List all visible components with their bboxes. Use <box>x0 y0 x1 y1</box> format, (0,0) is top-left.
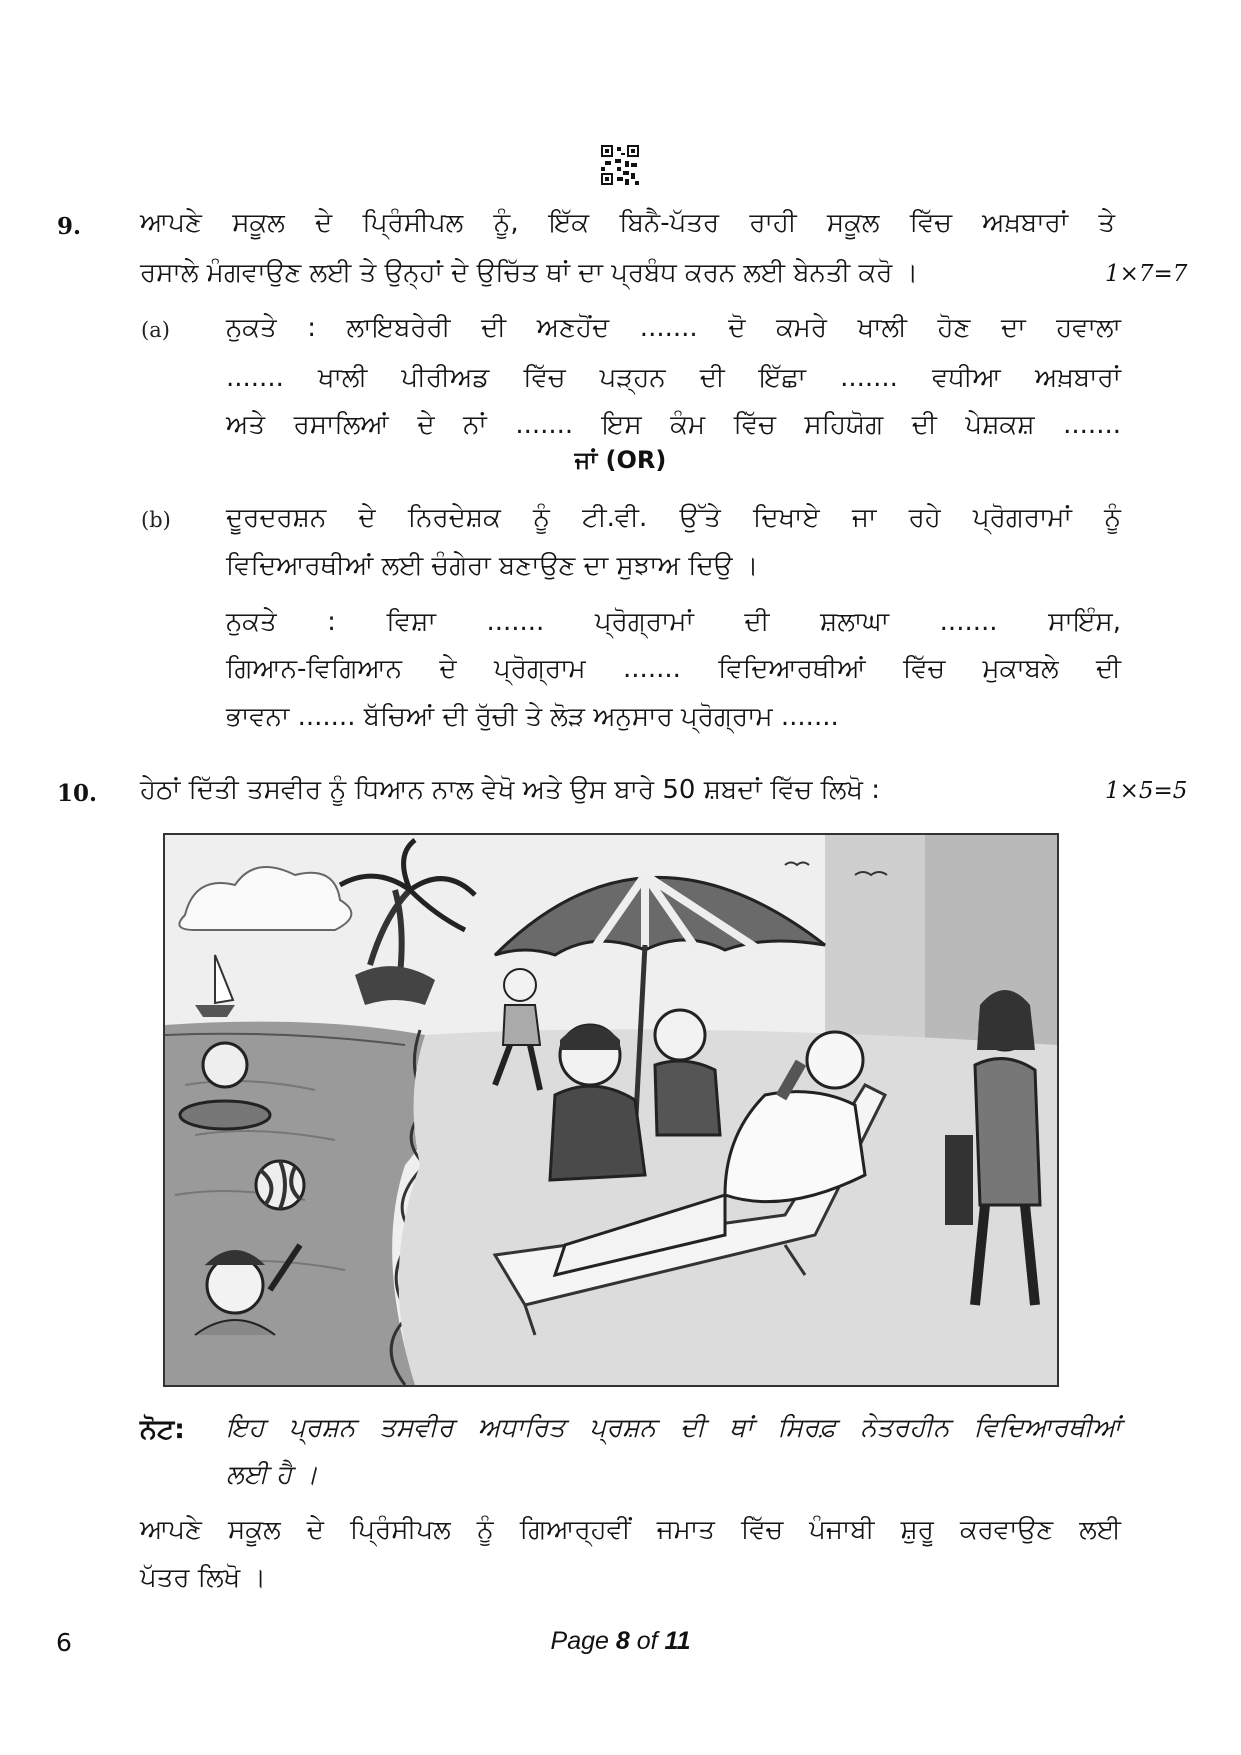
option-b-line-3: ਨੁਕਤੇ : ਵਿਸ਼ਾ ....... ਪ੍ਰੋਗ੍ਰਾਮਾਂ ਦੀ ਸ਼ਲਾਘਾ ....... ਸਾਇੰਸ, <box>226 607 1121 637</box>
footer-code: 6 <box>56 1628 72 1657</box>
alternate-question-line-2: ਪੱਤਰ ਲਿਖੋ । <box>140 1563 267 1593</box>
note-line-2: ਲਈ ਹੈ । <box>226 1460 318 1490</box>
option-b-line-1: ਦੂਰਦਰਸ਼ਨ ਦੇ ਨਿਰਦੇਸ਼ਕ ਨੂੰ ਟੀ.ਵੀ. ਉੱਤੇ ਦਿਖਾਏ ਜਾ ਰਹੇ ਪ੍ਰੋਗਰਾਮਾਂ ਨੂੰ <box>226 503 1121 533</box>
question-9-number: 9. <box>57 213 82 240</box>
beach-scene-picture <box>163 833 1059 1387</box>
alternate-question-line-1: ਆਪਣੇ ਸਕੂਲ ਦੇ ਪ੍ਰਿੰਸੀਪਲ ਨੂੰ ਗਿਆਰ੍ਹਵੀਂ ਜਮਾਤ ਵਿੱਚ ਪੰਜਾਬੀ ਸ਼ੁਰੂ ਕਰਵਾਉਣ ਲਈ <box>140 1515 1121 1545</box>
question-9-line-2: ਰਸਾਲੇ ਮੰਗਵਾਉਣ ਲਈ ਤੇ ਉਨ੍ਹਾਂ ਦੇ ਉਚਿੱਤ ਥਾਂ ਦਾ ਪ੍ਰਬੰਧ ਕਰਨ ਲਈ ਬੇਨਤੀ ਕਰੋ । <box>140 258 919 288</box>
page-indicator <box>0 1627 1241 1656</box>
page-total: 11 <box>664 1627 691 1655</box>
option-a-line-2: ....... ਖਾਲੀ ਪੀਰੀਅਡ ਵਿੱਚ ਪੜ੍ਹਨ ਦੀ ਇੱਛਾ ....... ਵਧੀਆ ਅਖ਼ਬਾਰਾਂ <box>226 363 1121 393</box>
question-9-line-1: ਆਪਣੇ ਸਕੂਲ ਦੇ ਪ੍ਰਿੰਸੀਪਲ ਨੂੰ, ਇੱਕ ਬਿਨੈ-ਪੱਤਰ ਰਾਹੀ ਸਕੂਲ ਵਿੱਚ ਅਖ਼ਬਾਰਾਂ ਤੇ <box>140 208 1115 238</box>
page-word: Page <box>550 1627 609 1655</box>
page-number: 8 <box>615 1627 630 1655</box>
of-word: of <box>636 1627 658 1655</box>
option-b-line-5: ਭਾਵਨਾ ....... ਬੱਚਿਆਂ ਦੀ ਰੁੱਚੀ ਤੇ ਲੋੜ ਅਨੁਸਾਰ ਪ੍ਰੋਗ੍ਰਾਮ ....... <box>226 702 839 732</box>
option-b-line-2: ਵਿਦਿਆਰਥੀਆਂ ਲਈ ਚੰਗੇਰਾ ਬਣਾਉਣ ਦਾ ਸੁਝਾਅ ਦਿਉ । <box>226 551 759 581</box>
option-a-line-1: ਨੁਕਤੇ : ਲਾਇਬਰੇਰੀ ਦੀ ਅਣਹੋਂਦ ....... ਦੋ ਕਮਰੇ ਖਾਲੀ ਹੋਣ ਦਾ ਹਵਾਲਾ <box>226 313 1121 343</box>
option-b-line-4: ਗਿਆਨ-ਵਿਗਿਆਨ ਦੇ ਪ੍ਰੋਗ੍ਰਾਮ ....... ਵਿਦਿਆਰਥੀਆਂ ਵਿੱਚ ਮੁਕਾਬਲੇ ਦੀ <box>226 654 1121 684</box>
option-a-line-3: ਅਤੇ ਰਸਾਲਿਆਂ ਦੇ ਨਾਂ ....... ਇਸ ਕੰਮ ਵਿੱਚ ਸਹਿਯੋਗ ਦੀ ਪੇਸ਼ਕਸ਼ ....... <box>226 410 1121 440</box>
qr-code-icon <box>601 145 639 185</box>
question-10-number: 10. <box>57 780 98 807</box>
option-a-label: (a) <box>141 318 170 342</box>
note-line-1: ਇਹ ਪ੍ਰਸ਼ਨ ਤਸਵੀਰ ਅਧਾਰਿਤ ਪ੍ਰਸ਼ਨ ਦੀ ਥਾਂ ਸਿਰਫ਼ ਨੇਤਰਹੀਨ ਵਿਦਿਆਰਥੀਆਂ <box>226 1413 1121 1443</box>
question-10-line-1: ਹੇਠਾਂ ਦਿੱਤੀ ਤਸਵੀਰ ਨੂੰ ਧਿਆਨ ਨਾਲ ਵੇਖੋ ਅਤੇ ਉਸ ਬਾਰੇ 50 ਸ਼ਬਦਾਂ ਵਿੱਚ ਲਿਖੋ : <box>140 775 881 805</box>
question-10-marks: 1×5=5 <box>1105 778 1188 804</box>
option-b-label: (b) <box>141 508 171 532</box>
question-9-marks: 1×7=7 <box>1105 261 1188 287</box>
or-separator: ਜਾਂ (OR) <box>574 446 667 474</box>
note-label: ਨੋਟ: <box>140 1414 185 1445</box>
